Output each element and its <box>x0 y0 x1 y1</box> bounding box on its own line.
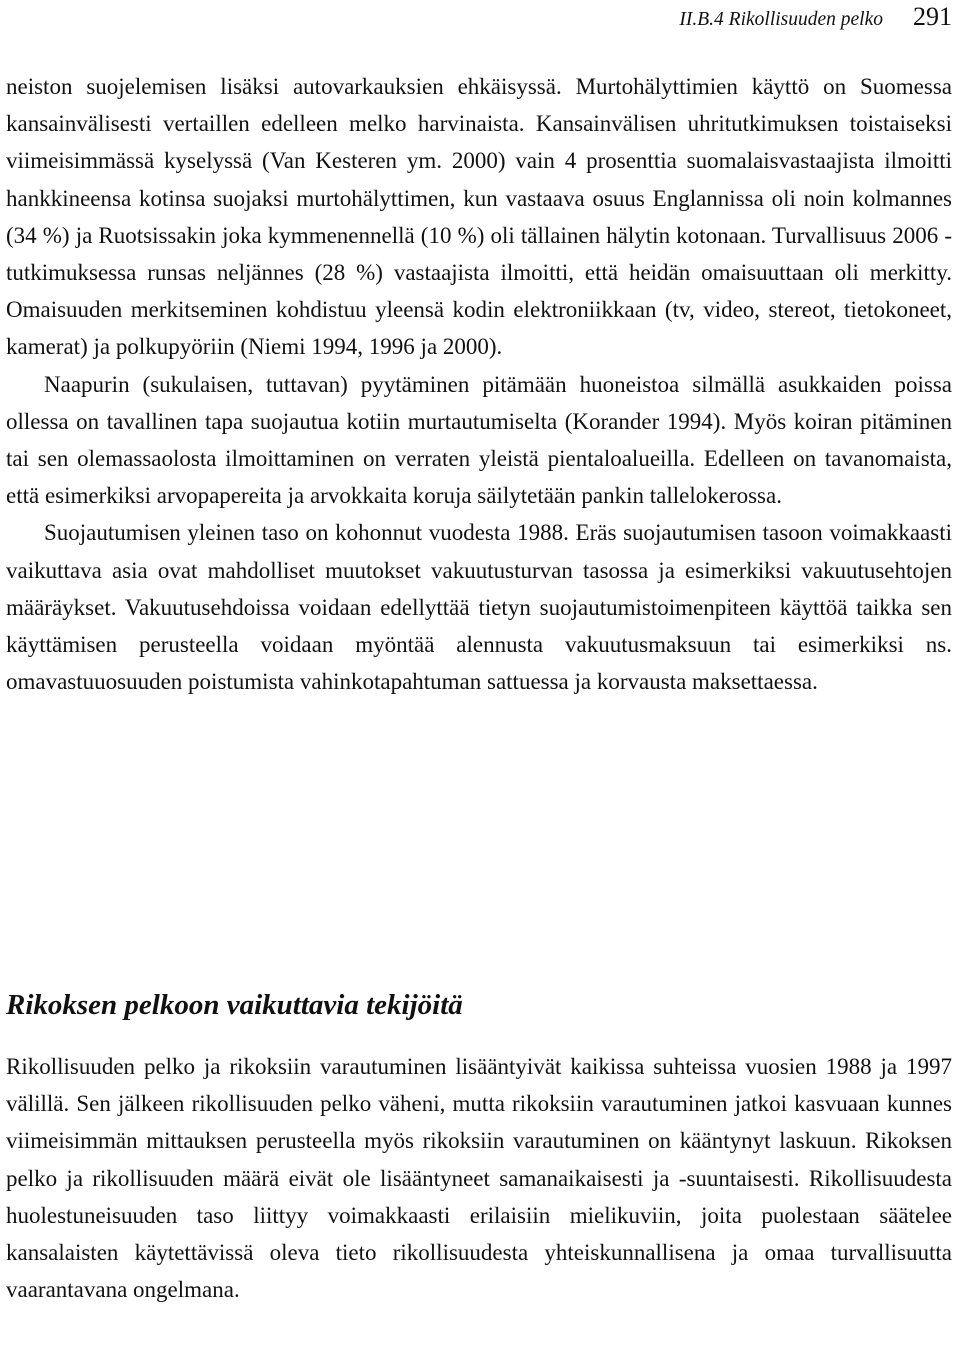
running-title: II.B.4 Rikollisuuden pelko <box>679 9 883 30</box>
paragraph-continued: neiston suojelemisen lisäksi autovarkauksien ehkäisyssä. Murtohälyttimien käyttö on Suomessa kansainvälisesti vertaillen edelleen melko harvinaista. Kansainvälisen uhritutkimuksen toistaiseksi viimeisimmässä kyselyssä (Van Kesteren ym. 2000) vain 4 prosenttia suomalaisvastaajista ilmoitti hankkineensa kotinsa suojaksi murtohälyttimen, kun vastaava osuus Englannissa oli noin kolmannes (34 %) ja Ruotsissakin joka kymmenennellä (10 %) oli tällainen hälytin kotonaan. Turvallisuus 2006 -tutkimuksessa runsas neljännes (28 %) vastaajista ilmoitti, että heidän omaisuuttaan oli merkitty. Omaisuuden merkitseminen kohdistuu yleensä kodin elektroniikkaan (tv, video, stereot, tietokoneet, kamerat) ja polkupyöriin (Niemi 1994, 1996 ja 2000). <box>6 74 952 360</box>
body-text <box>6 68 952 700</box>
page-number: 291 <box>913 2 952 31</box>
paragraph-fear-factors: Rikollisuuden pelko ja rikoksiin varautuminen lisääntyivät kaikissa suhteissa vuosien 1988 ja 1997 välillä. Sen jälkeen rikollisuuden pelko väheni, mutta rikoksiin varautuminen jatkoi kasvuaan kunnes viimeisimmän mittauksen perusteella myös rikoksiin varautuminen on kääntynyt laskuun. Rikoksen pelko ja rikollisuuden määrä eivät ole lisääntyneet samanaikaisesti ja -suuntaisesti. Rikollisuudesta huolestuneisuuden taso liittyy voimakkaasti erilaisiin mielikuviin, joita puolestaan säätelee kansalaisten käytettävissä oleva tieto rikollisuudesta yhteiskunnallisena ja omaa turvallisuutta vaarantavana ongelmana. <box>6 1054 952 1303</box>
section-heading: Rikoksen pelkoon vaikuttavia tekijöitä <box>6 989 463 1021</box>
running-header <box>679 0 952 42</box>
section-body <box>6 1048 952 1308</box>
paragraph-neighbour-watch: Naapurin (sukulaisen, tuttavan) pyytäminen pitämään huoneistoa silmällä asukkaiden poissa ollessa on tavallinen tapa suojautua kotiin murtautumiselta (Korander 1994). Myös koiran pitäminen tai sen olemassaolosta ilmoittaminen on verraten yleistä pientaloalueilla. Edelleen on tavanomaista, että esimerkiksi arvopapereita ja arvokkaita koruja säilytetään pankin tallelokerossa. <box>6 371 952 509</box>
paragraph-protection-level: Suojautumisen yleinen taso on kohonnut vuodesta 1988. Eräs suojautumisen tasoon voimakkaasti vaikuttava asia ovat mahdolliset muutokset vakuutusturvan tasossa ja esimerkiksi vakuutusehtojen määräykset. Vakuutusehdoissa voidaan edellyttää tietyn suojautumistoimenpiteen käyttöä taikka sen käyttämisen perusteella voidaan myöntää alennusta vakuutusmaksuun tai esimerkiksi ns. omavastuuosuuden poistumista vahinkotapahtuman sattuessa ja korvausta maksettaessa. <box>6 520 952 695</box>
